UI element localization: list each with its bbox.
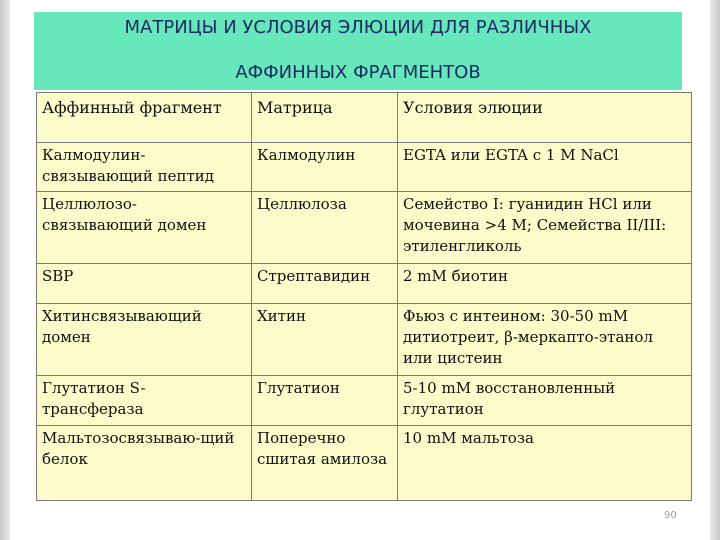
slide-title [34,12,682,90]
cell-fragment: Мальтозосвязываю-щий белок [37,426,252,501]
table-row [37,143,692,192]
cell-conditions: Фьюз с интеином: 30-50 mM дитиотреит, β-меркапто-этанол или цистеин [398,304,692,376]
table-row [37,264,692,304]
table-row [37,192,692,264]
cell-conditions: Семейство I: гуанидин HCl или мочевина >4 M; Семейства II/III: этиленгликоль [398,192,692,264]
cell-matrix: Поперечно сшитая амилоза [252,426,398,501]
cell-fragment: Целлюлозо-связывающий домен [37,192,252,264]
cell-fragment: Глутатион S-трансфераза [37,376,252,426]
cell-conditions: 2 mM биотин [398,264,692,304]
header-fragment: Аффинный фрагмент [37,93,252,143]
right-decorative-bar [710,0,720,540]
elution-table [36,92,692,501]
left-decorative-bar [0,0,10,540]
cell-conditions: 5-10 mM восстановленный глутатион [398,376,692,426]
table-header-row [37,93,692,143]
cell-matrix: Глутатион [252,376,398,426]
cell-matrix: Стрептавидин [252,264,398,304]
cell-conditions: EGTA или EGTA с 1 M NaCl [398,143,692,192]
slide-title-line-2: АФФИННЫХ ФРАГМЕНТОВ [235,62,481,83]
cell-matrix: Калмодулин [252,143,398,192]
cell-fragment: Калмодулин-связывающий пептид [37,143,252,192]
cell-fragment: SBP [37,264,252,304]
cell-matrix: Целлюлоза [252,192,398,264]
cell-matrix: Хитин [252,304,398,376]
slide-title-line-1: МАТРИЦЫ И УСЛОВИЯ ЭЛЮЦИИ ДЛЯ РАЗЛИЧНЫХ [124,17,592,38]
cell-fragment: Хитинсвязывающий домен [37,304,252,376]
page-number: 90 [664,510,677,521]
header-conditions: Условия элюции [398,93,692,143]
table-row [37,426,692,501]
cell-conditions: 10 mM мальтоза [398,426,692,501]
header-matrix: Матрица [252,93,398,143]
table-row [37,304,692,376]
table-row [37,376,692,426]
